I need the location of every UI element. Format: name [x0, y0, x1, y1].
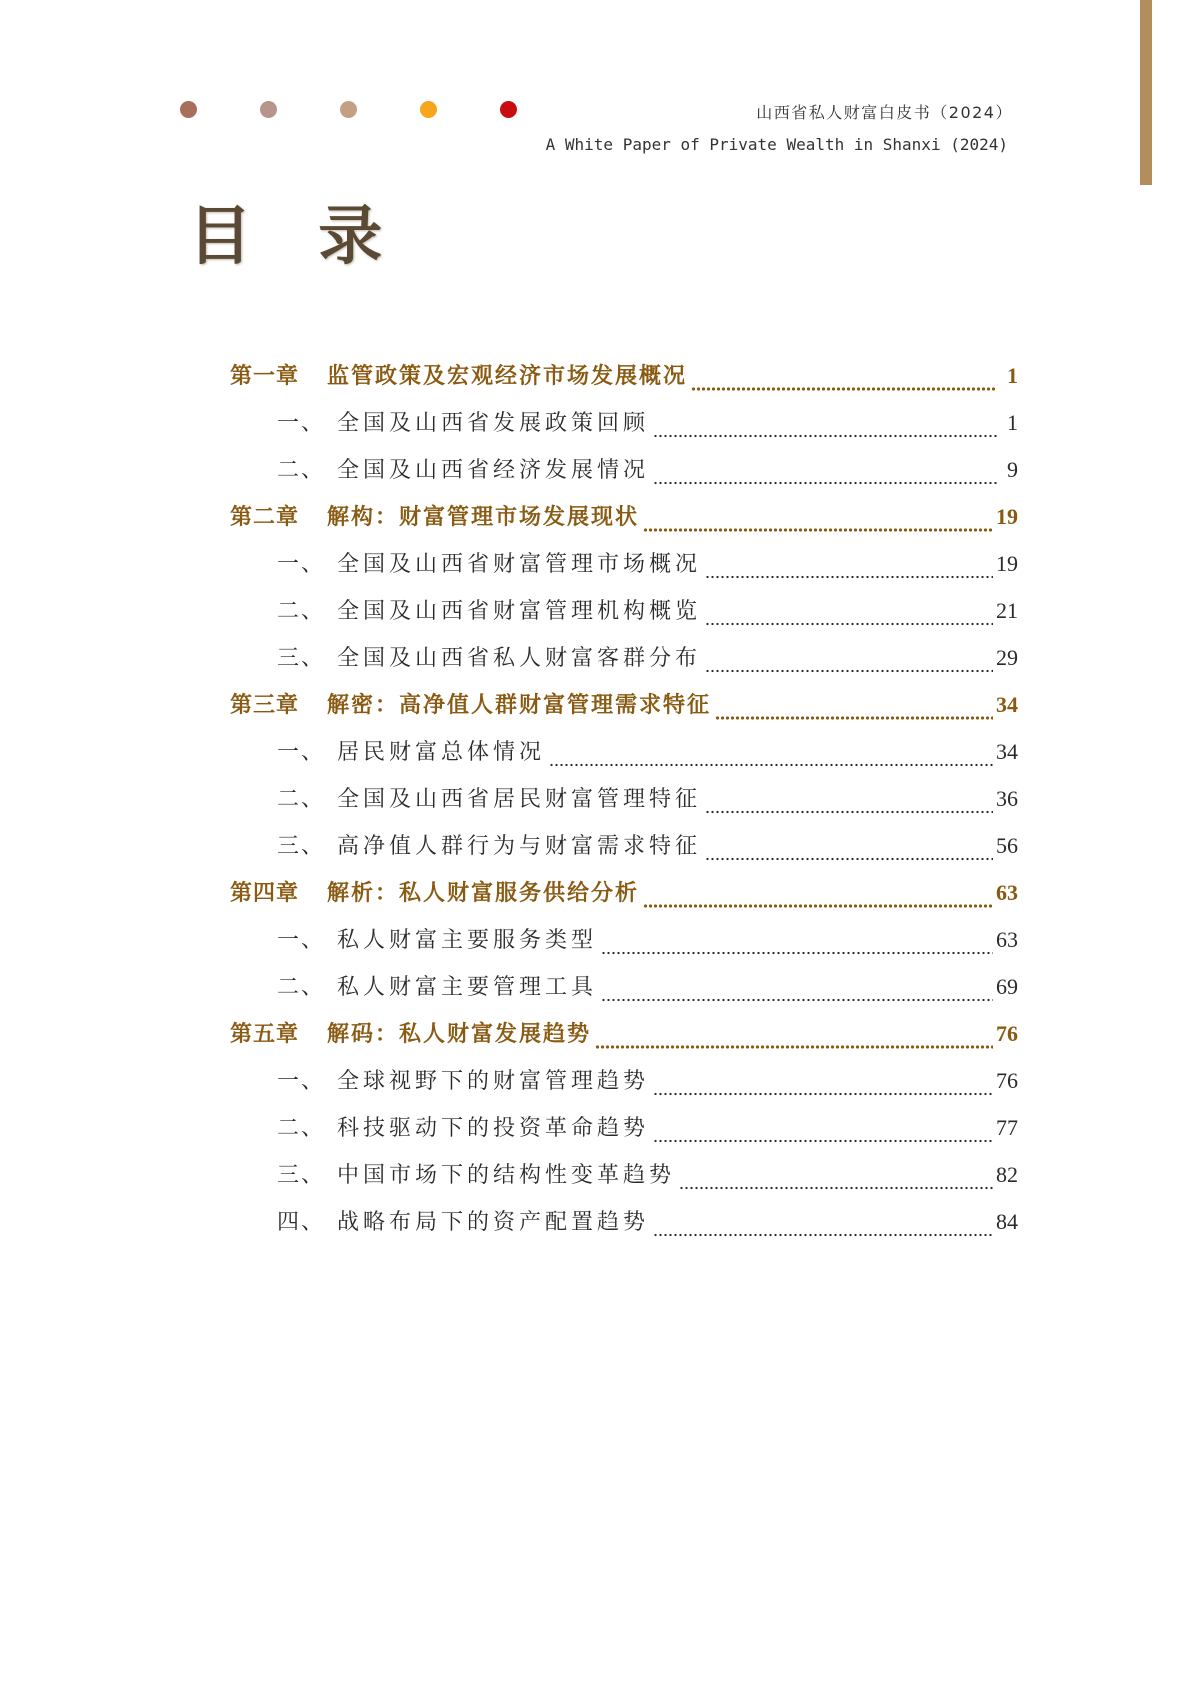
decorative-dot — [500, 101, 517, 118]
toc-section-entry[interactable] — [230, 449, 1018, 496]
toc-entry-number: 一、 — [277, 928, 326, 953]
toc-entry-number: 二、 — [277, 1116, 326, 1141]
toc-entry-number: 第二章 — [230, 504, 300, 530]
toc-section-entry[interactable] — [230, 919, 1018, 966]
toc-entry-title: 战略布局下的资产配置趋势 — [337, 1210, 650, 1235]
toc-entry-label — [230, 500, 639, 531]
toc-entry-number: 二、 — [277, 975, 326, 1000]
dot-leader — [595, 1045, 993, 1049]
decorative-dot — [180, 101, 197, 118]
toc-entry-number: 第四章 — [230, 880, 300, 906]
toc-entry-title: 解码：私人财富发展趋势 — [327, 1021, 592, 1047]
toc-entry-title: 高净值人群行为与财富需求特征 — [337, 834, 702, 859]
dot-leader — [691, 387, 997, 391]
toc-entry-number: 一、 — [277, 552, 326, 577]
toc-entry-number: 第一章 — [230, 363, 300, 389]
toc-entry-label — [277, 970, 597, 1001]
toc-entry-label — [277, 453, 649, 484]
dot-leader — [653, 1233, 993, 1237]
toc-section-entry[interactable] — [230, 966, 1018, 1013]
toc-entry-number: 二、 — [277, 599, 326, 624]
accent-side-bar — [1140, 0, 1152, 185]
toc-entry-page: 82 — [996, 1162, 1018, 1187]
toc-entry-number: 三、 — [277, 834, 326, 859]
toc-entry-page: 63 — [996, 927, 1018, 952]
toc-section-entry[interactable] — [230, 778, 1018, 825]
toc-chapter-entry[interactable] — [230, 1013, 1018, 1060]
toc-entry-label — [277, 1064, 649, 1095]
dot-leader — [643, 904, 993, 908]
toc-entry-title: 全国及山西省居民财富管理特征 — [337, 787, 702, 812]
toc-entry-page: 19 — [996, 551, 1018, 576]
toc-section-entry[interactable] — [230, 1060, 1018, 1107]
toc-entry-page: 29 — [996, 645, 1018, 670]
toc-entry-label — [277, 547, 701, 578]
toc-entry-number: 第五章 — [230, 1021, 300, 1047]
toc-entry-page: 34 — [996, 739, 1018, 764]
decorative-dot — [420, 101, 437, 118]
dot-leader — [705, 622, 993, 626]
dot-leader — [705, 810, 993, 814]
toc-entry-page: 56 — [996, 833, 1018, 858]
toc-entry-page: 34 — [996, 692, 1018, 717]
toc-entry-number: 二、 — [277, 458, 326, 483]
toc-entry-title: 解密：高净值人群财富管理需求特征 — [327, 692, 712, 718]
toc-section-entry[interactable] — [230, 1201, 1018, 1248]
toc-entry-label — [277, 406, 649, 437]
dot-leader — [653, 434, 997, 438]
toc-entry-label — [277, 594, 701, 625]
toc-entry-label — [277, 923, 597, 954]
toc-entry-title: 科技驱动下的投资革命趋势 — [337, 1116, 650, 1141]
toc-entry-page: 77 — [996, 1115, 1018, 1140]
dot-leader — [653, 1139, 993, 1143]
toc-entry-label — [277, 829, 701, 860]
toc-entry-page: 1 — [1007, 410, 1018, 435]
dot-leader — [705, 857, 993, 861]
toc-entry-number: 一、 — [277, 740, 326, 765]
toc-entry-title: 全国及山西省财富管理机构概览 — [337, 599, 702, 624]
toc-entry-page: 36 — [996, 786, 1018, 811]
dot-leader — [643, 528, 993, 532]
toc-title: 目 录 — [188, 199, 405, 274]
toc-entry-label — [277, 1205, 649, 1236]
toc-entry-page: 21 — [996, 598, 1018, 623]
toc-chapter-entry[interactable] — [230, 496, 1018, 543]
toc-entry-title: 解构：财富管理市场发展现状 — [327, 504, 640, 530]
toc-entry-label — [230, 359, 687, 390]
dot-leader — [653, 481, 997, 485]
toc-entry-number: 三、 — [277, 1163, 326, 1188]
toc-entry-title: 解析：私人财富服务供给分析 — [327, 880, 640, 906]
toc-entry-label — [277, 1111, 649, 1142]
toc-entry-number: 二、 — [277, 787, 326, 812]
dot-leader — [679, 1186, 993, 1190]
toc-section-entry[interactable] — [230, 1154, 1018, 1201]
toc-section-entry[interactable] — [230, 1107, 1018, 1154]
decorative-dots — [180, 101, 520, 119]
toc-chapter-entry[interactable] — [230, 684, 1018, 731]
toc-entry-title: 全国及山西省财富管理市场概况 — [337, 552, 702, 577]
toc-entry-title: 私人财富主要管理工具 — [337, 975, 598, 1000]
toc-entry-title: 全国及山西省经济发展情况 — [337, 458, 650, 483]
toc-entry-title: 全国及山西省私人财富客群分布 — [337, 646, 702, 671]
toc-entry-number: 三、 — [277, 646, 326, 671]
toc-entry-page: 84 — [996, 1209, 1018, 1234]
toc-entry-page: 76 — [996, 1068, 1018, 1093]
toc-entry-page: 1 — [1007, 363, 1018, 388]
toc-entry-label — [230, 688, 711, 719]
toc-entry-label — [277, 735, 545, 766]
dot-leader — [549, 763, 993, 767]
toc-entry-page: 69 — [996, 974, 1018, 999]
toc-section-entry[interactable] — [230, 825, 1018, 872]
toc-section-entry[interactable] — [230, 402, 1018, 449]
dot-leader — [653, 1092, 993, 1096]
toc-entry-number: 一、 — [277, 1069, 326, 1094]
toc-entry-title: 全国及山西省发展政策回顾 — [337, 411, 650, 436]
toc-entry-number: 一、 — [277, 411, 326, 436]
decorative-dot — [260, 101, 277, 118]
dot-leader — [705, 575, 993, 579]
toc-entry-title: 中国市场下的结构性变革趋势 — [337, 1163, 676, 1188]
toc-entry-label — [277, 641, 701, 672]
toc-chapter-entry[interactable] — [230, 355, 1018, 402]
toc-entry-page: 9 — [1007, 457, 1018, 482]
dot-leader — [715, 716, 993, 720]
header-title-cn: 山西省私人财富白皮书（2024） — [756, 103, 1013, 122]
toc-section-entry[interactable] — [230, 590, 1018, 637]
toc-entry-label — [230, 1017, 591, 1048]
dot-leader — [601, 998, 993, 1002]
toc-entry-page: 63 — [996, 880, 1018, 905]
toc-section-entry[interactable] — [230, 637, 1018, 684]
toc-section-entry[interactable] — [230, 731, 1018, 778]
header-title-en: A White Paper of Private Wealth in Shanxi (2024) — [545, 135, 1008, 154]
toc-entry-page: 19 — [996, 504, 1018, 529]
table-of-contents — [230, 355, 1018, 1248]
toc-section-entry[interactable] — [230, 543, 1018, 590]
toc-entry-label — [277, 1158, 675, 1189]
toc-entry-title: 监管政策及宏观经济市场发展概况 — [327, 363, 688, 389]
toc-entry-number: 四、 — [277, 1210, 326, 1235]
toc-entry-title: 全球视野下的财富管理趋势 — [337, 1069, 650, 1094]
toc-entry-number: 第三章 — [230, 692, 300, 718]
toc-entry-title: 私人财富主要服务类型 — [337, 928, 598, 953]
dot-leader — [601, 951, 993, 955]
toc-chapter-entry[interactable] — [230, 872, 1018, 919]
toc-entry-title: 居民财富总体情况 — [337, 740, 546, 765]
decorative-dot — [340, 101, 357, 118]
toc-entry-label — [230, 876, 639, 907]
toc-entry-label — [277, 782, 701, 813]
dot-leader — [705, 669, 993, 673]
toc-entry-page: 76 — [996, 1021, 1018, 1046]
